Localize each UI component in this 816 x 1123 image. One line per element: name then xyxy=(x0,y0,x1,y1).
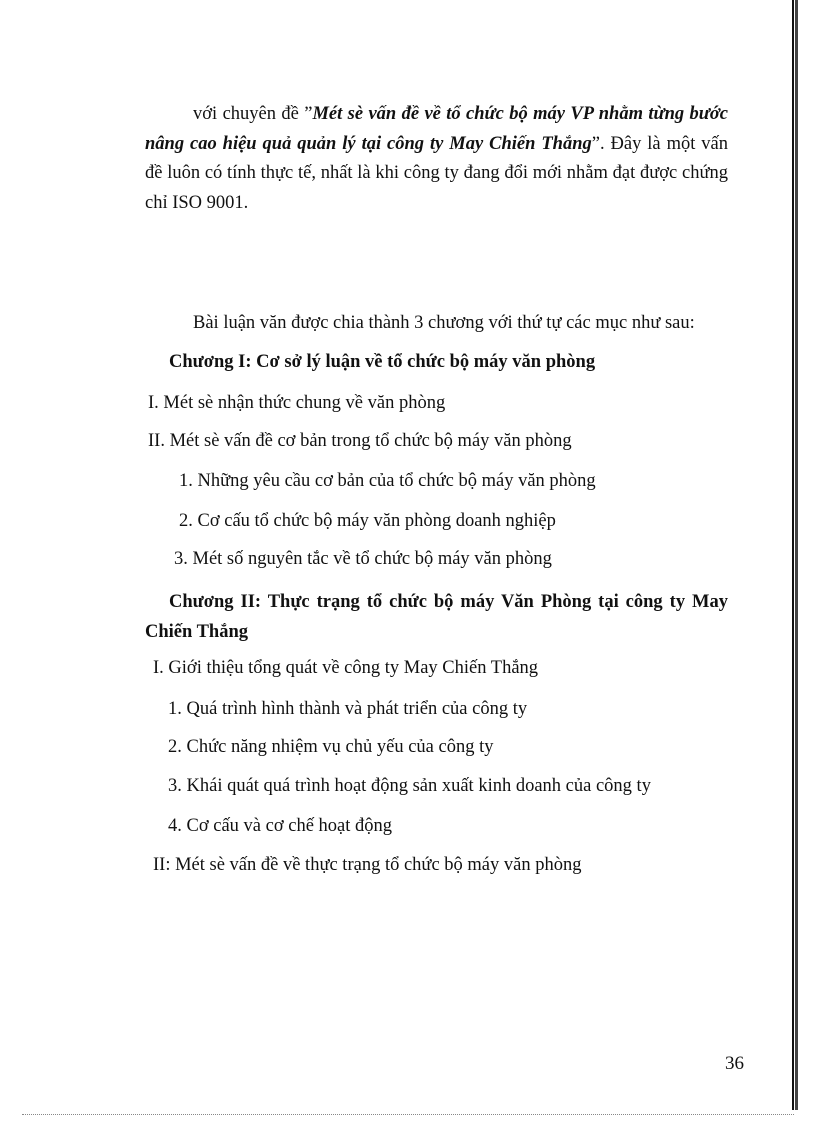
chapter-2-section-2: II: Mét sè vấn đề về thực trạng tổ chức bộ máy văn phòng xyxy=(153,855,582,875)
chapter-2-title: Chương II: Thực trạng tổ chức bộ máy Văn Phòng tại công ty May Chiến Thắng xyxy=(145,592,728,642)
chapter-1-item-2: 2. Cơ cấu tổ chức bộ máy văn phòng doanh nghiệp xyxy=(179,511,556,531)
page-border-bottom xyxy=(22,1114,794,1115)
intro-text-after: ”. Đây là một vấn đề luôn có tính thực tế, nhất là khi công ty đang đổi mới nhằm đạt được chứng chỉ ISO 9001. xyxy=(145,133,729,213)
page-number: 36 xyxy=(725,1053,744,1074)
thesis-topic: Mét sè vấn đề về tổ chức bộ máy VP nhằm từng bước nâng cao hiệu quả quản lý tại công ty May Chiến Thắng xyxy=(145,104,728,154)
chapter-1-title: Chương I: Cơ sở lý luận về tổ chức bộ máy văn phòng xyxy=(169,352,596,372)
chapter-1-section-2: II. Mét sè vấn đề cơ bản trong tổ chức bộ máy văn phòng xyxy=(148,431,572,451)
outline-intro: Bài luận văn được chia thành 3 chương với thứ tự các mục như sau: xyxy=(193,313,695,333)
chapter-1-item-1: 1. Những yêu cầu cơ bản của tổ chức bộ máy văn phòng xyxy=(179,471,596,491)
chapter-1-section-1: I. Mét sè nhận thức chung về văn phòng xyxy=(148,393,446,413)
intro-text-before: với chuyên đề ” xyxy=(193,104,313,124)
chapter-2-item-4: 4. Cơ cấu và cơ chế hoạt động xyxy=(168,816,393,836)
chapter-2-section-1: I. Giới thiệu tổng quát về công ty May Chiến Thắng xyxy=(153,658,539,678)
chapter-2-item-3: 3. Khái quát quá trình hoạt động sản xuất kinh doanh của công ty xyxy=(168,776,651,796)
page-border-right xyxy=(792,0,794,1110)
intro-paragraph xyxy=(145,100,728,218)
chapter-1-item-3: 3. Mét số nguyên tắc về tổ chức bộ máy văn phòng xyxy=(174,549,552,569)
chapter-2-item-1: 1. Quá trình hình thành và phát triển của công ty xyxy=(168,699,528,719)
chapter-2-item-2: 2. Chức năng nhiệm vụ chủ yếu của công ty xyxy=(168,737,494,757)
